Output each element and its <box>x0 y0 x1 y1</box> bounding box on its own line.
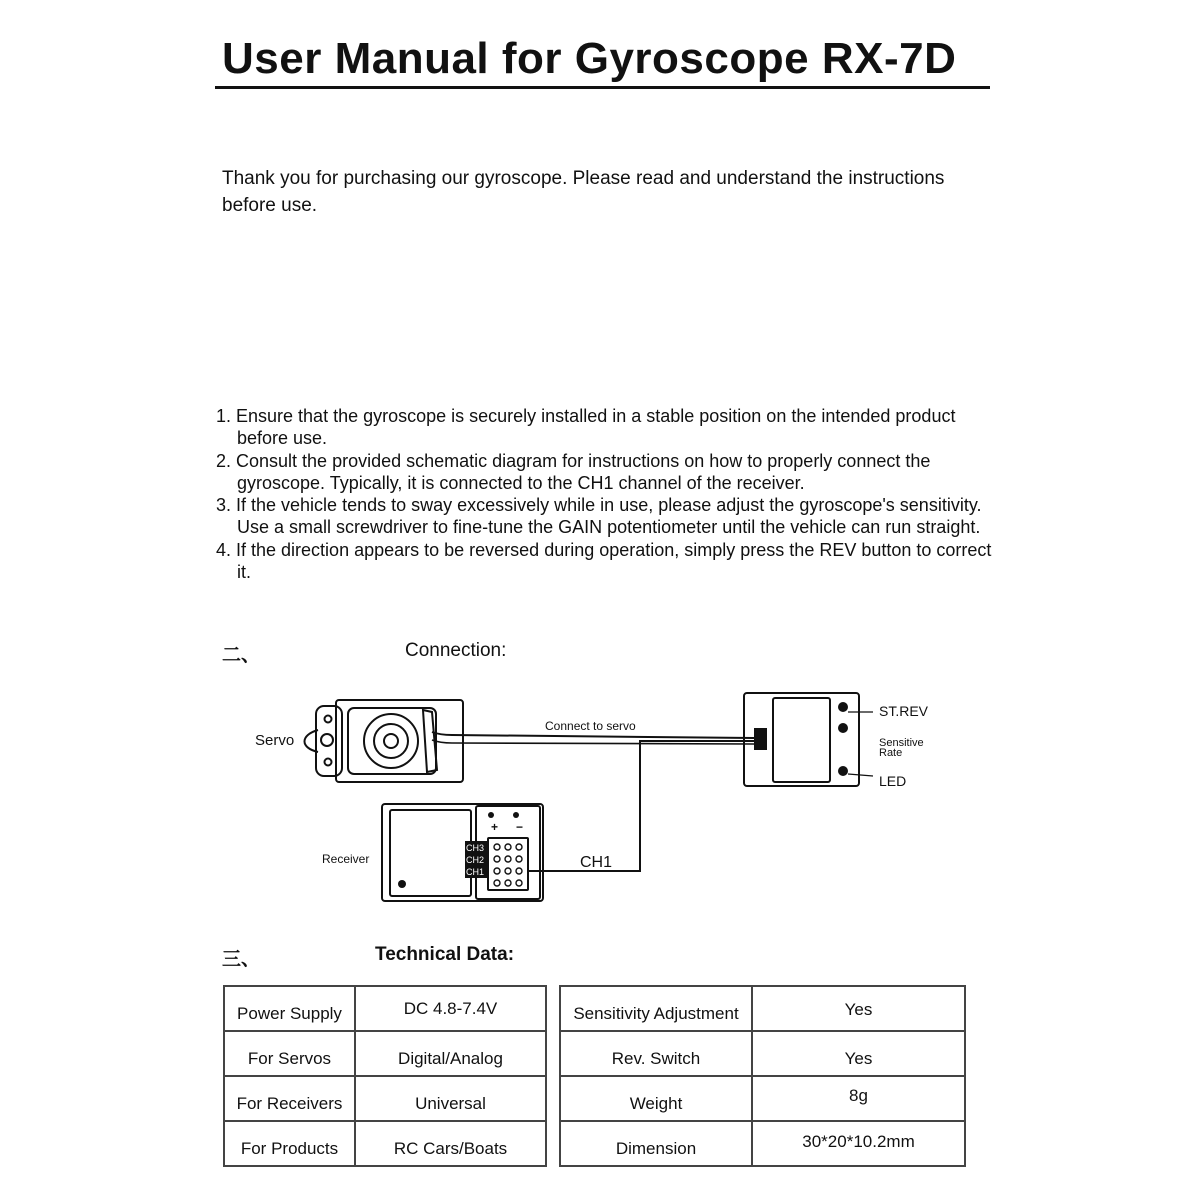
spec-label: Dimension <box>560 1121 752 1166</box>
table-row <box>224 1121 546 1166</box>
receiver-dot <box>488 812 494 818</box>
instruction-step: 1. Ensure that the gyroscope is securely installed in a stable position on the intended product before use. <box>216 406 956 449</box>
spec-value: Yes <box>752 986 965 1031</box>
led-leader <box>848 774 873 776</box>
spec-table-left <box>223 985 547 1167</box>
st-rev-button-dot <box>838 702 848 712</box>
table-row <box>560 1121 965 1166</box>
ch2-label: CH2 <box>466 855 485 865</box>
ch1-label: CH1 <box>466 867 485 877</box>
instruction-step: 4. If the direction appears to be reversed during operation, simply press the REV button to correct it. <box>216 539 992 583</box>
led-label: LED <box>879 773 907 789</box>
spec-value: 30*20*10.2mm <box>752 1121 965 1166</box>
minus-label: − <box>516 820 524 834</box>
ch1-wire <box>529 741 755 871</box>
servo-label: Servo <box>255 732 295 749</box>
spec-label: For Receivers <box>224 1076 355 1121</box>
spec-label: Rev. Switch <box>560 1031 752 1076</box>
table-row <box>560 986 965 1031</box>
spec-value: RC Cars/Boats <box>355 1121 546 1166</box>
plus-label: + <box>491 820 499 834</box>
ch1-wire-label: CH1 <box>580 854 613 871</box>
table-row <box>224 986 546 1031</box>
rate-label: Rate <box>879 747 903 759</box>
spec-table-right <box>559 985 966 1167</box>
servo-drawing <box>305 700 464 782</box>
servo-wire-label: Connect to servo <box>545 719 636 733</box>
table-row <box>560 1031 965 1076</box>
connection-section-title: Connection: <box>405 640 507 661</box>
receiver-dot <box>513 812 519 818</box>
intro-text: Thank you for purchasing our gyroscope. Please read and understand the instructions before use. <box>222 168 945 216</box>
spec-label: For Products <box>224 1121 355 1166</box>
table-row <box>224 1031 546 1076</box>
receiver-led-dot <box>398 880 406 888</box>
spec-value: Universal <box>355 1076 546 1121</box>
spec-label: Sensitivity Adjustment <box>560 986 752 1031</box>
spec-value: 8g <box>752 1076 965 1121</box>
table-row <box>224 1076 546 1121</box>
table-row <box>560 1076 965 1121</box>
page-title: User Manual for Gyroscope RX-7D <box>222 34 957 83</box>
instruction-step: 2. Consult the provided schematic diagram for instructions on how to properly connect the gyroscope. Typically, it is connected to the CH1 channel of the receiver. <box>216 450 931 493</box>
led-dot <box>838 766 848 776</box>
connection-section-number: 二、 <box>222 645 261 666</box>
sensitive-label: Sensitive <box>879 737 924 749</box>
technical-section-title: Technical Data: <box>375 944 515 965</box>
sensitive-rate-dot <box>838 723 848 733</box>
st-rev-label: ST.REV <box>879 703 929 719</box>
spec-value: Yes <box>752 1031 965 1076</box>
receiver-label: Receiver <box>322 852 370 866</box>
spec-value: Digital/Analog <box>355 1031 546 1076</box>
spec-label: Power Supply <box>224 986 355 1031</box>
spec-label: For Servos <box>224 1031 355 1076</box>
spec-value: DC 4.8-7.4V <box>355 986 546 1031</box>
ch3-label: CH3 <box>466 843 485 853</box>
technical-section-number: 三、 <box>222 949 261 970</box>
gyro-connector <box>754 728 767 750</box>
spec-label: Weight <box>560 1076 752 1121</box>
instruction-step: 3. If the vehicle tends to sway excessively while in use, please adjust the gyroscope's sensitivity. Use a small screwdriver to fine-tune the GAIN potentiometer until the vehicle can run straight. <box>216 495 982 538</box>
receiver-pins <box>494 844 522 886</box>
